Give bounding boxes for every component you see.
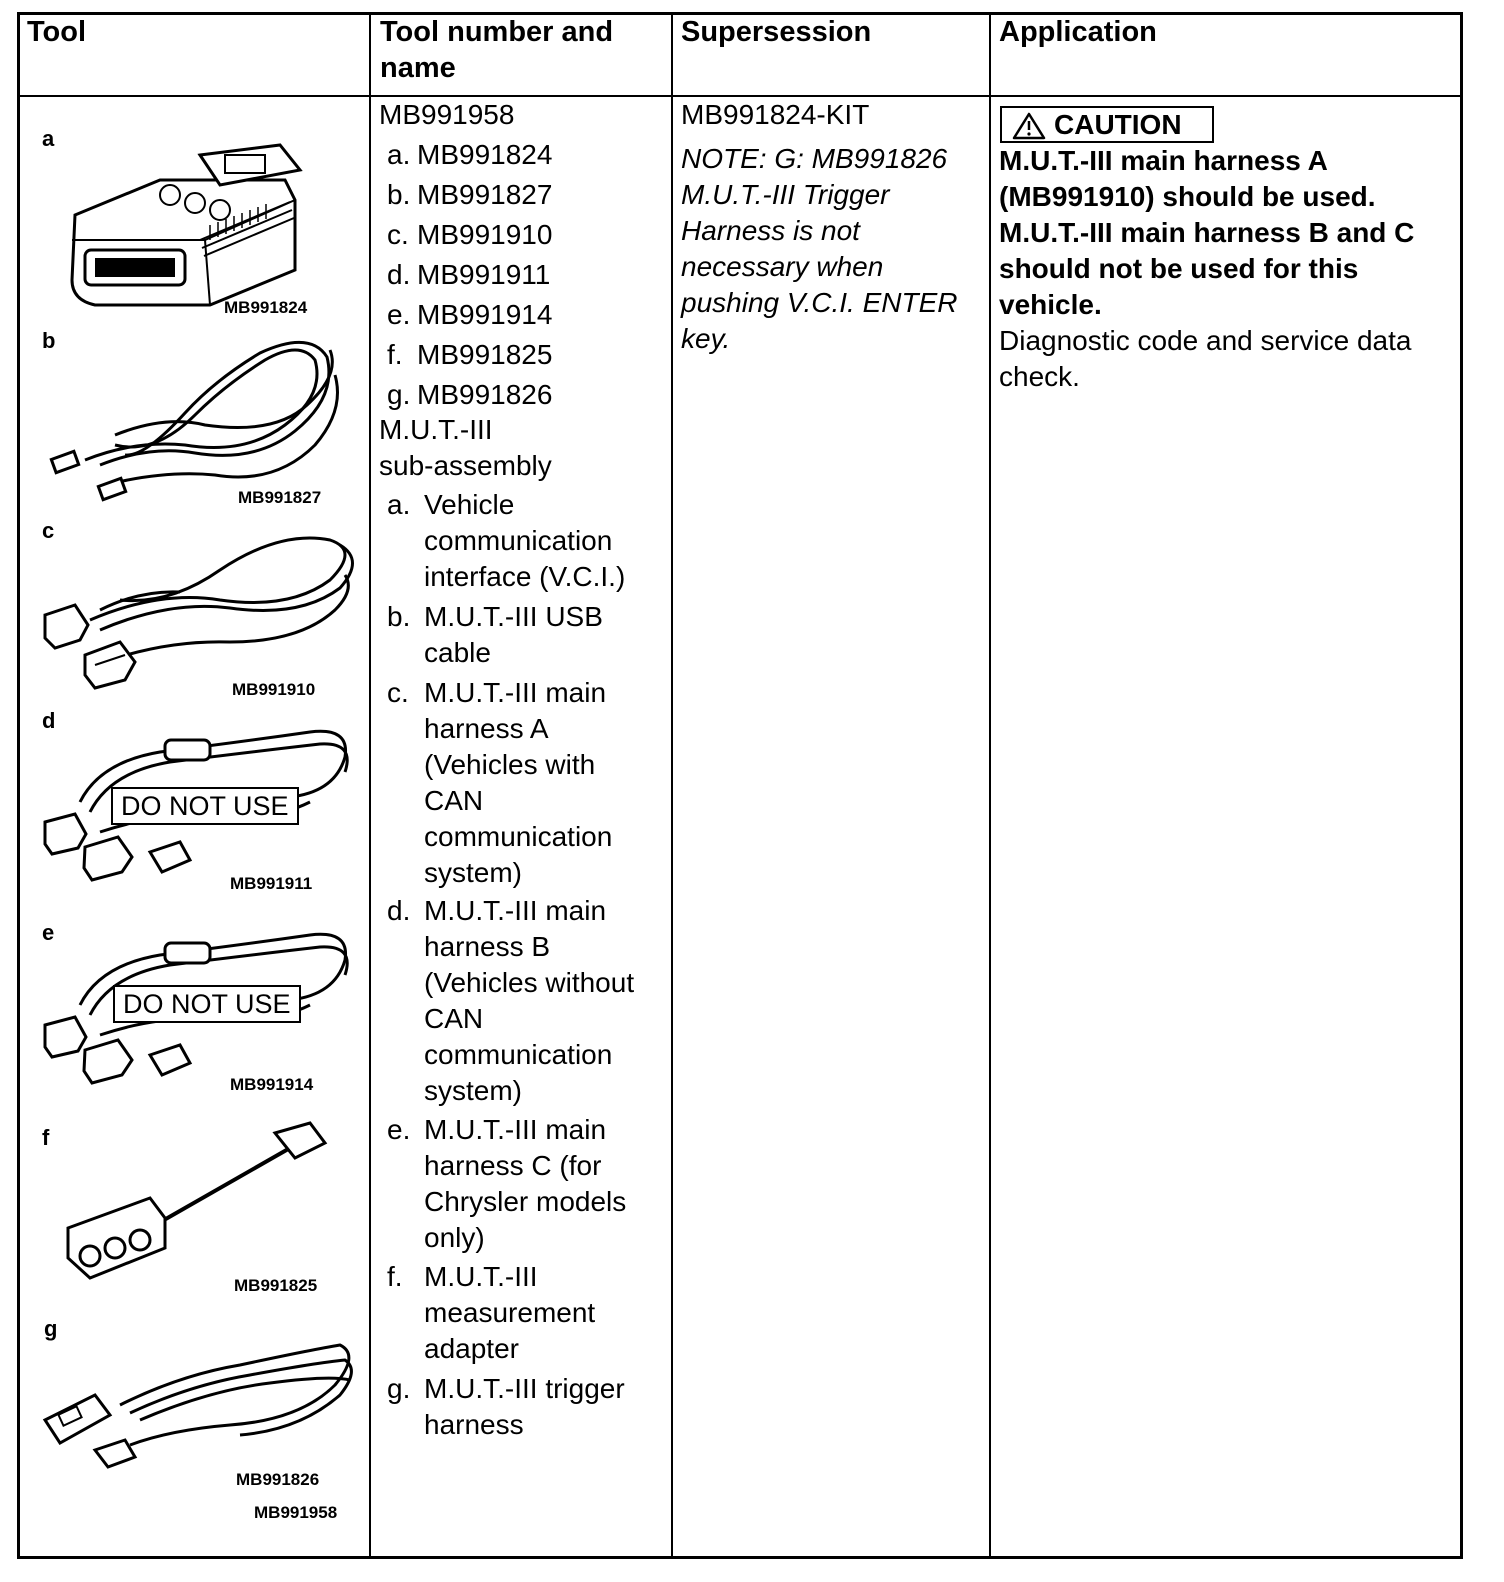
vci-device-illustration [60,140,310,310]
part-number: MB991911 [417,259,551,290]
part-number: MB991824 [417,139,553,170]
tool-caption-d: MB991911 [230,874,313,893]
tool-letter-b: b [42,328,56,353]
table-border-bottom [17,1556,1463,1559]
part-number: MB991825 [417,339,553,370]
part-name-letter: d. [387,895,411,926]
tool-letter-e: e [42,920,55,945]
caution-line: M.U.T.-III main harness A [999,145,1328,176]
part-number-row [387,337,553,377]
tool-caption-b: MB991827 [238,488,322,507]
part-letter: f. [387,339,403,370]
note-line: key. [681,323,731,354]
part-number-row [387,257,551,297]
note-line: NOTE: G: MB991826 [681,143,948,174]
tool-letter-f: f [42,1125,50,1150]
column-divider-1 [369,12,371,1559]
part-name-letter: c. [387,677,409,708]
warning-triangle-icon [1012,112,1046,140]
header-tool-number-line2: name [380,52,456,84]
header-tool: Tool [27,16,87,48]
do-not-use-stamp-e: DO NOT USE [113,985,301,1023]
caution-text [999,143,1414,323]
note-line: Harness is not [681,215,860,246]
part-name-text: M.U.T.-III USB cable [424,601,603,668]
part-number-row [387,177,553,217]
tool-set-number: MB991958 [379,99,515,130]
part-name-letter: f. [387,1261,403,1292]
sub-assembly-line1: M.U.T.-III [379,414,493,445]
part-letter: g. [387,379,411,410]
part-name-text: M.U.T.-III trigger harness [424,1373,625,1440]
part-name-text: M.U.T.-III main harness C (for Chrysler models only) [424,1114,627,1253]
tool-letter-d: d [42,708,56,733]
sub-assembly-title [379,412,552,484]
usb-cable-illustration [45,335,350,500]
table-border-right [1460,12,1463,1559]
part-number: MB991914 [417,299,553,330]
supersession-kit: MB991824-KIT [681,99,870,130]
application-line: Diagnostic code and service data [999,325,1412,356]
part-letter: e. [387,299,411,330]
header-tool-number-name [380,14,613,86]
caution-line: M.U.T.-III main harness B and C [999,217,1415,248]
part-letter: c. [387,219,409,250]
part-name-text: M.U.T.-III main harness A (Vehicles with CAN communication system) [424,677,613,888]
caution-line: vehicle. [999,289,1102,320]
table-border-left [17,12,20,1559]
caution-box [1000,106,1214,143]
do-not-use-stamp-d: DO NOT USE [111,787,299,825]
tool-caption-g: MB991826 [236,1470,320,1489]
part-number: MB991826 [417,379,553,410]
caution-line: should not be used for this [999,253,1359,284]
tool-caption-e: MB991914 [230,1075,314,1094]
part-name-letter: e. [387,1114,411,1145]
sub-assembly-line2: sub-assembly [379,450,552,481]
part-number: MB991827 [417,179,553,210]
caution-label: CAUTION [1054,109,1182,140]
tool-set-caption: MB991958 [254,1503,338,1522]
supersession-note [681,141,957,357]
part-number-row [387,297,553,337]
tool-letter-a: a [42,126,55,151]
tool-caption-c: MB991910 [232,680,316,699]
main-harness-a-illustration [40,530,355,690]
header-application: Application [999,16,1157,48]
part-number-row [387,217,553,257]
tool-letter-g: g [44,1316,58,1341]
note-line: pushing V.C.I. ENTER [681,287,958,318]
part-number-row [387,377,553,417]
header-supersession: Supersession [681,16,872,48]
part-letter: d. [387,259,411,290]
note-line: necessary when [681,251,884,282]
caution-line: (MB991910) should be used. [999,181,1376,212]
application-line: check. [999,361,1080,392]
part-letter: b. [387,179,411,210]
part-name-text: Vehicle communication interface (V.C.I.) [424,489,626,592]
column-divider-3 [989,12,991,1559]
column-divider-2 [671,12,673,1559]
trigger-harness-illustration [40,1325,355,1475]
part-number: MB991910 [417,219,553,250]
tool-caption-a: MB991824 [224,298,308,317]
tool-letter-c: c [42,518,55,543]
part-number-row [387,137,553,177]
part-name-letter: a. [387,489,411,520]
tool-caption-f: MB991825 [234,1276,318,1295]
part-name-letter: b. [387,601,411,632]
header-tool-number-line1: Tool number and [380,16,614,48]
measurement-adapter-illustration [60,1118,335,1288]
part-name-letter: g. [387,1373,411,1404]
part-letter: a. [387,139,411,170]
note-line: M.U.T.-III Trigger [681,179,890,210]
part-name-text: M.U.T.-III main harness B (Vehicles without CAN communication system) [424,895,635,1106]
application-text [999,323,1411,395]
part-name-text: M.U.T.-III measurement adapter [424,1261,596,1364]
part-number-list [387,137,553,417]
